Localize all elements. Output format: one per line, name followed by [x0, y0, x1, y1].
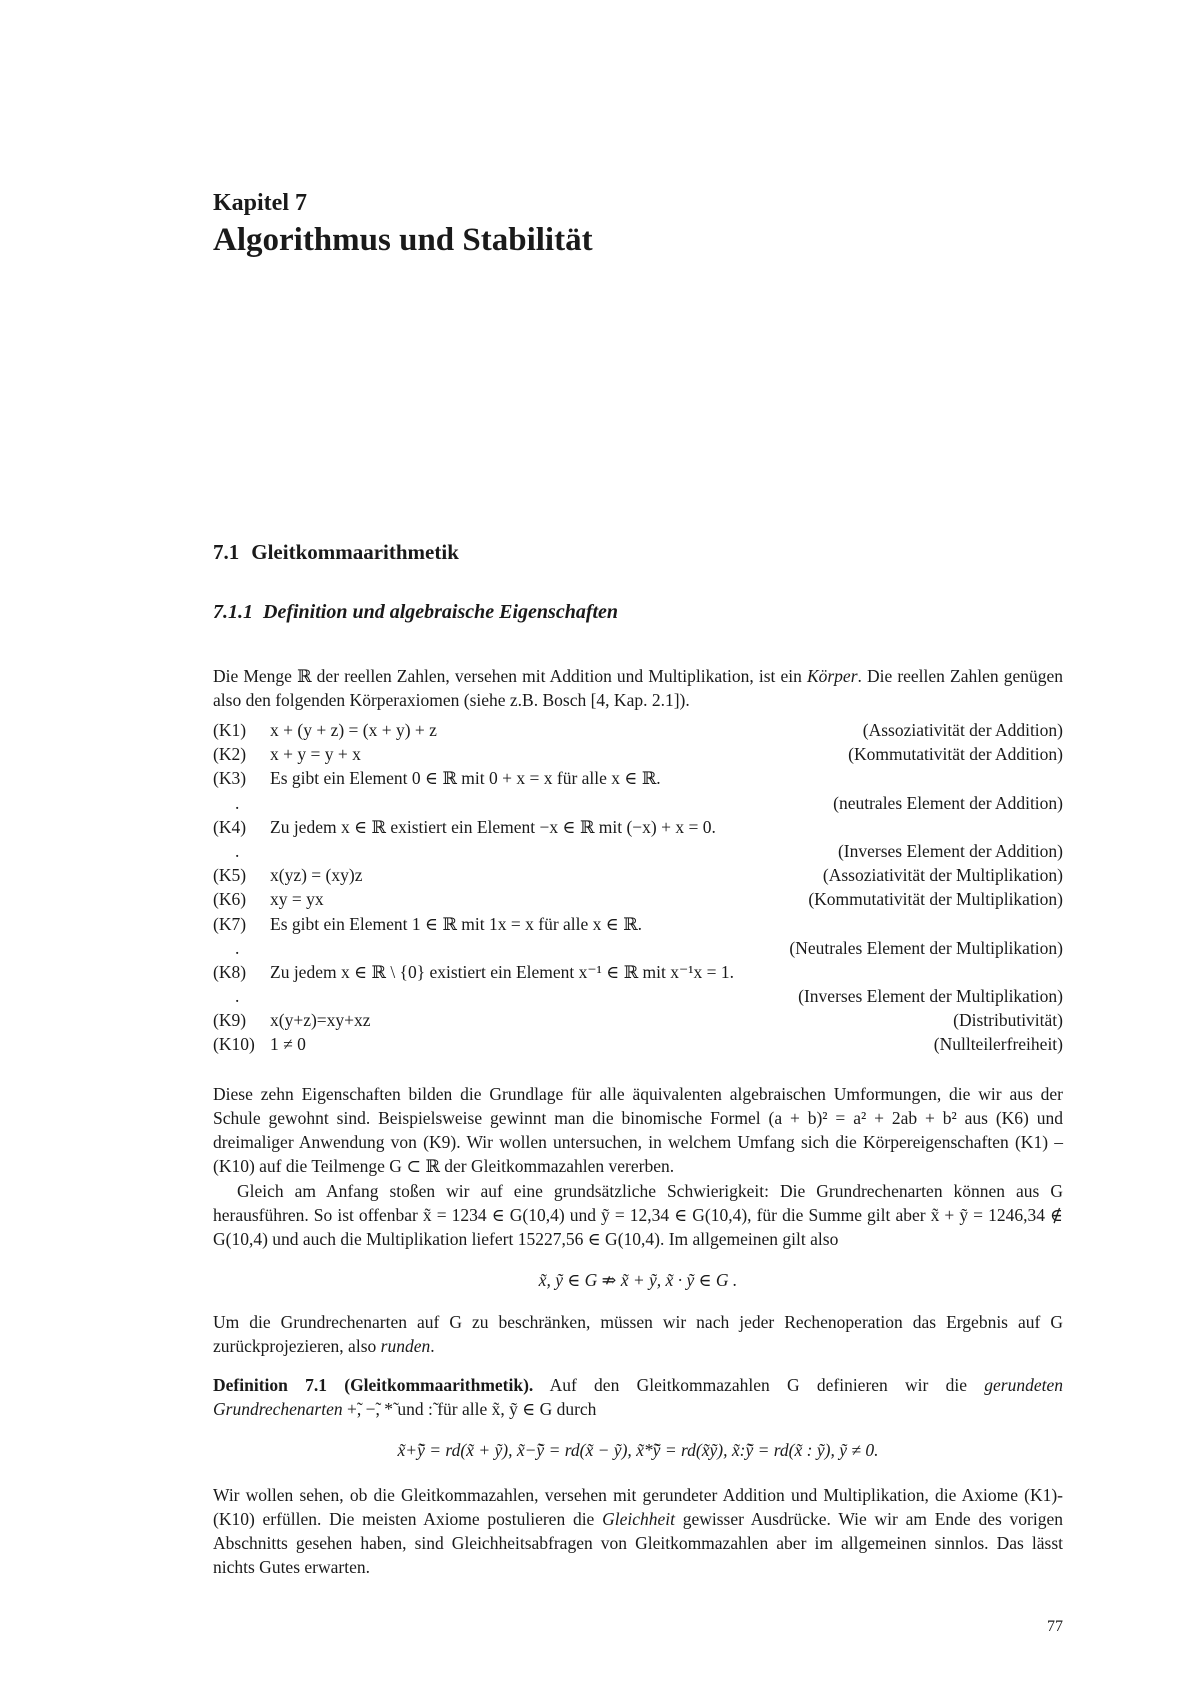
emphasis-gleichheit: Gleichheit	[602, 1509, 675, 1529]
axiom-row	[213, 742, 1063, 766]
axiom-label: (K3)	[213, 768, 247, 789]
axiom-label: (K1)	[213, 720, 247, 740]
section-heading	[213, 540, 459, 565]
axiom-name: (Assoziativität der Addition)	[862, 720, 1063, 740]
axiom-name: (Inverses Element der Addition)	[837, 840, 1063, 861]
axiom-row	[213, 984, 1063, 1008]
subsection-number: 7.1.1	[213, 601, 253, 623]
axiom-row	[213, 815, 1063, 839]
axiom-label: (K7)	[213, 913, 247, 934]
axiom-statement: Es gibt ein Element 0 ∈ ℝ mit 0 + x = x für alle x ∈ ℝ.	[270, 768, 661, 789]
subsection-heading	[213, 601, 618, 624]
intro-paragraph: Die Menge ℝ der reellen Zahlen, versehen mit Addition und Multiplikation, ist ein Körper. Die reellen Zahlen genügen also den folgenden Körperaxiomen (siehe z.B. Bosch [4, Kap. 2.1]).	[213, 666, 1063, 710]
emphasis-koerper: Körper	[806, 666, 858, 686]
axiom-row	[213, 718, 1063, 742]
paragraph-axioms-check: Wir wollen sehen, ob die Gleitkommazahlen, versehen mit gerundeter Addition und Multiplikation, die Axiome (K1)-(K10) erfüllen. Die meisten Axiome postulieren die Gleichheit gewisser Ausdrücke. Wie wir am Ende des vorigen Abschnitts gesehen haben, sind Gleichheitsabfragen von Gleitkommazahlen aber im allgemeinen sinnlos. Das lässt nichts Gutes erwarten.	[213, 1485, 1063, 1577]
axiom-row	[213, 912, 1063, 936]
axiom-label: .	[235, 792, 240, 813]
section-number: 7.1	[213, 540, 240, 564]
axiom-row	[213, 766, 1063, 790]
axiom-row	[213, 936, 1063, 960]
axiom-label: (K8)	[213, 961, 247, 982]
axiom-label: .	[235, 986, 240, 1007]
axiom-label: (K4)	[213, 816, 247, 837]
axiom-statement: xy = yx	[270, 889, 324, 910]
page-number: 77	[1047, 1618, 1063, 1635]
axiom-name: (Nullteilerfreiheit)	[933, 1034, 1063, 1055]
emphasis-gerundeten: gerundeten Grundrechenarten	[213, 1375, 1063, 1419]
display-equation-rounded-ops: x̃+̃ỹ = rd(x̃ + ỹ), x̃−̃ỹ = rd(x̃ − ỹ), x̃*̃ỹ = rd(x̃ỹ), x̃:̃ỹ = rd(x̃ : ỹ), ỹ ≠ 0.	[397, 1440, 879, 1460]
axiom-label: (K2)	[213, 744, 247, 765]
axiom-name: (Inverses Element der Multiplikation)	[798, 986, 1063, 1007]
axiom-statement: Zu jedem x ∈ ℝ existiert ein Element −x ∈ ℝ mit (−x) + x = 0.	[270, 816, 716, 837]
axiom-label: (K6)	[213, 889, 247, 910]
axiom-name: (Kommutativität der Multiplikation)	[808, 889, 1063, 910]
axiom-row	[213, 863, 1063, 887]
chapter-title: Algorithmus und Stabilität	[213, 222, 593, 258]
axiom-row	[213, 887, 1063, 911]
display-equation-closure: x̃, ỹ ∈ G ⇏ x̃ + ỹ, x̃ · ỹ ∈ G .	[538, 1270, 738, 1290]
subsection-title: Definition und algebraische Eigenschaften	[263, 601, 619, 623]
axiom-row	[213, 791, 1063, 815]
axiom-statement: x(yz) = (xy)z	[270, 865, 363, 886]
axiom-row	[213, 1008, 1063, 1032]
emphasis-runden: runden	[380, 1336, 431, 1356]
axiom-name: (Assoziativität der Multiplikation)	[822, 865, 1063, 886]
axiom-label: (K10)	[213, 1034, 255, 1055]
axiom-name: (Neutrales Element der Multiplikation)	[789, 937, 1063, 958]
axiom-label: (K5)	[213, 865, 247, 886]
axiom-statement: Es gibt ein Element 1 ∈ ℝ mit 1x = x für alle x ∈ ℝ.	[270, 913, 643, 934]
axiom-row	[213, 839, 1063, 863]
axiom-name: (Kommutativität der Addition)	[848, 744, 1063, 765]
axiom-statement: x + y = y + x	[270, 744, 361, 765]
paragraph-rounding: Um die Grundrechenarten auf G zu beschränken, müssen wir nach jeder Rechenoperation das Ergebnis auf G zurückprojezieren, also runden.	[213, 1312, 1063, 1356]
axiom-name: (Distributivität)	[953, 1010, 1063, 1031]
chapter-label: Kapitel 7	[213, 190, 307, 216]
axiom-list	[213, 718, 1063, 1057]
section-title: Gleitkommaarithmetik	[251, 540, 459, 564]
axiom-label: (K9)	[213, 1010, 247, 1031]
definition-7-1: Definition 7.1 (Gleitkommaarithmetik). Auf den Gleitkommazahlen G definieren wir die gerundeten Grundrechenarten +̃, −̃, *̃ und :̃ für alle x̃, ỹ ∈ G durch	[213, 1375, 1063, 1419]
paragraph-difficulty: Gleich am Anfang stoßen wir auf eine grundsätzliche Schwierigkeit: Die Grundrechenarten können aus G herausführen. So ist offenbar x̃ = 1234 ∈ G(10,4) und ỹ = 12,34 ∈ G(10,4), für die Summe gilt aber x̃ + ỹ = 1246,34 ∉ G(10,4) und auch die Multiplikation liefert 15227,56 ∈ G(10,4). Im allgemeinen gilt also	[213, 1181, 1063, 1249]
axiom-row	[213, 1032, 1063, 1056]
axiom-row	[213, 960, 1063, 984]
axiom-statement: x(y+z)=xy+xz	[270, 1010, 371, 1031]
axiom-statement: Zu jedem x ∈ ℝ \ {0} existiert ein Element x⁻¹ ∈ ℝ mit x⁻¹x = 1.	[270, 961, 734, 982]
axiom-name: (neutrales Element der Addition)	[833, 792, 1063, 813]
axiom-label: .	[235, 937, 240, 958]
axiom-statement: 1 ≠ 0	[270, 1034, 306, 1055]
paragraph-binomial: Diese zehn Eigenschaften bilden die Grundlage für alle äquivalenten algebraischen Umformungen, die wir aus der Schule gewohnt sind. Beispielsweise gewinnt man die binomische Formel (a + b)² = a² + 2ab + b² aus (K6) und dreimaliger Anwendung von (K9). Wir wollen untersuchen, in welchem Umfang sich die Körpereigenschaften (K1) – (K10) auf die Teilmenge G ⊂ ℝ der Gleitkommazahlen vererben.	[213, 1084, 1063, 1176]
axiom-statement: x + (y + z) = (x + y) + z	[270, 720, 437, 740]
axiom-label: .	[235, 840, 240, 861]
definition-head: Definition 7.1 (Gleitkommaarithmetik).	[213, 1375, 534, 1395]
